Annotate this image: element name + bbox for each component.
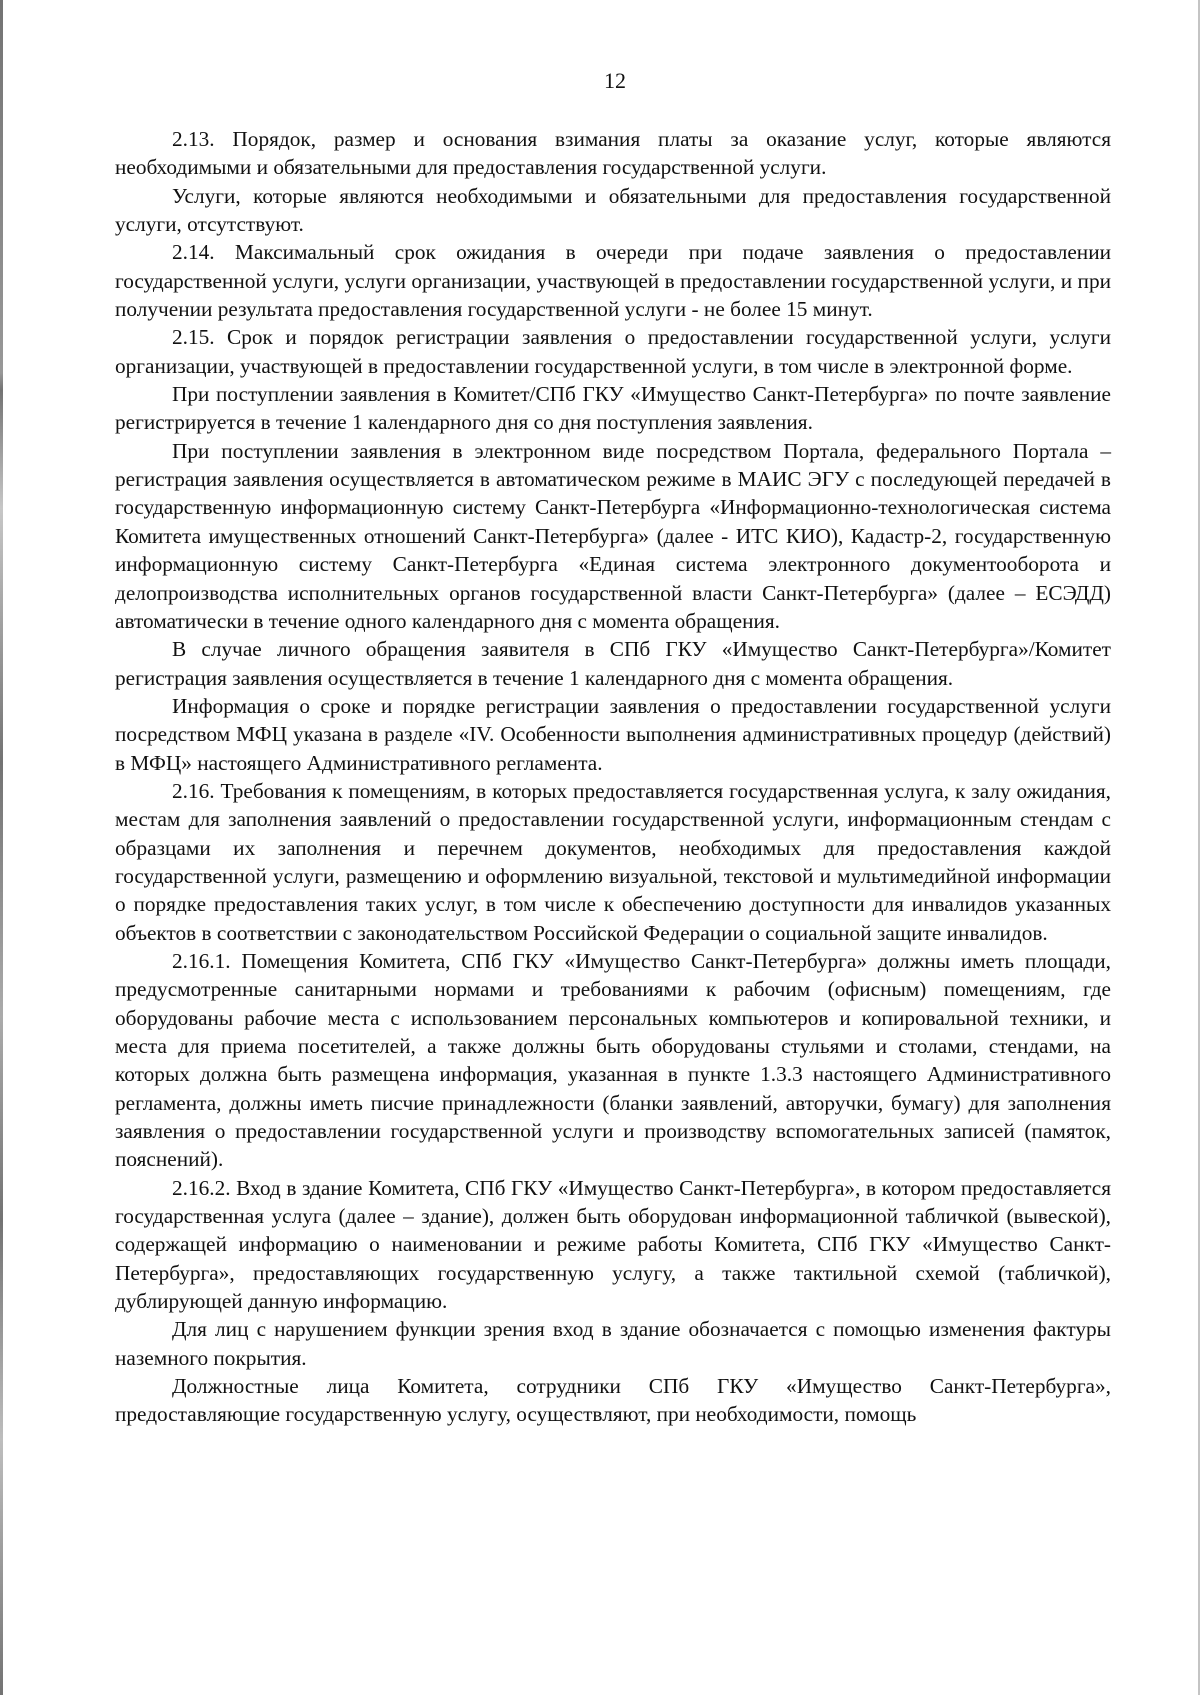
paragraph-2-16-2: 2.16.2. Вход в здание Комитета, СПб ГКУ «Имущество Санкт-Петербурга», в котором предоставляется государственная услуга (далее – здание), должен быть оборудован информационной табличкой (вывеской), содержащей информацию о наименовании и режиме работы Комитета, СПб ГКУ «Имущество Санкт-Петербурга», предоставляющих государственную услугу, а также тактильной схемой (табличкой), дублирующей данную информацию.: [115, 1175, 1111, 1314]
paragraph-officials: Должностные лица Комитета, сотрудники СПб ГКУ «Имущество Санкт-Петербурга», предоставляющие государственную услугу, осуществляют, при необходимости, помощь: [115, 1374, 1111, 1427]
paragraph-vision-impaired: Для лиц с нарушением функции зрения вход в здание обозначается с помощью изменения фактуры наземного покрытия.: [115, 1317, 1111, 1370]
paragraph-2-15-electronic: При поступлении заявления в электронном виде посредством Портала, федерального Портала – регистрация заявления осуществляется в автоматическом режиме в МАИС ЭГУ с последующей передачей в государственную информационную систему Санкт-Петербурга «Информационно-технологическая система Комитета имущественных отношений Санкт-Петербурга» (далее - ИТС КИО), Кадастр-2, государственную информационную систему Санкт-Петербурга «Единая система электронного документооборота и делопроизводства исполнительных органов государственной власти Санкт-Петербурга» (далее – ЕСЭДД) автоматически в течение одного календарного дня с момента обращения.: [115, 438, 1111, 633]
paragraph-2-16: 2.16. Требования к помещениям, в которых предоставляется государственная услуга, к залу ожидания, местам для заполнения заявлений о предоставлении государственной услуги, информационным стендам с образцами их заполнения и перечнем документов, необходимых для предоставления каждой государственной услуги, размещению и оформлению визуальной, текстовой и мультимедийной информации о порядке предоставления таких услуг, в том числе к обеспечению доступности для инвалидов указанных объектов в соответствии с законодательством Российской Федерации о социальной защите инвалидов.: [115, 778, 1111, 945]
scan-left-edge: [0, 0, 3, 1695]
body-text: [115, 125, 1111, 1429]
paragraph-2-13-heading: 2.13. Порядок, размер и основания взимания платы за оказание услуг, которые являются необходимыми и обязательными для предоставления государственной услуги.: [115, 127, 1111, 180]
paragraph-2-15-mail: При поступлении заявления в Комитет/СПб ГКУ «Имущество Санкт-Петербурга» по почте заявление регистрируется в течение 1 календарного дня со дня поступления заявления.: [115, 382, 1111, 435]
paragraph-2-15-heading: 2.15. Срок и порядок регистрации заявления о предоставлении государственной услуги, услуги организации, участвующей в предоставлении государственной услуги, в том числе в электронной форме.: [115, 325, 1111, 378]
paragraph-2-15-personal: В случае личного обращения заявителя в СПб ГКУ «Имущество Санкт-Петербурга»/Комитет регистрация заявления осуществляется в течение 1 календарного дня с момента обращения.: [115, 637, 1111, 690]
paragraph-2-15-mfc: Информация о сроке и порядке регистрации заявления о предоставлении государственной услуги посредством МФЦ указана в разделе «IV. Особенности выполнения административных процедур (действий) в МФЦ» настоящего Административного регламента.: [115, 693, 1111, 775]
page-number: 12: [604, 68, 626, 93]
paragraph-2-16-1: 2.16.1. Помещения Комитета, СПб ГКУ «Имущество Санкт-Петербурга» должны иметь площади, предусмотренные санитарными нормами и требованиями к рабочим (офисным) помещениям, где оборудованы рабочие места с использованием персональных компьютеров и копировальной техники, и места для приема посетителей, а также должны быть оборудованы стульями и столами, стендами, на которых должна быть размещена информация, указанная в пункте 1.3.3 настоящего Административного регламента, должны иметь писчие принадлежности (бланки заявлений, авторучки, бумагу) для заполнения заявления о предоставлении государственной услуги и производству вспомогательных записей (памяток, пояснений).: [115, 948, 1111, 1172]
paragraph-2-14: 2.14. Максимальный срок ожидания в очереди при подаче заявления о предоставлении государственной услуги, услуги организации, участвующей в предоставлении государственной услуги, и при получении результата предоставления государственной услуги - не более 15 минут.: [115, 240, 1111, 322]
paragraph-2-13-body: Услуги, которые являются необходимыми и обязательными для предоставления государственной услуги, отсутствуют.: [115, 183, 1111, 237]
